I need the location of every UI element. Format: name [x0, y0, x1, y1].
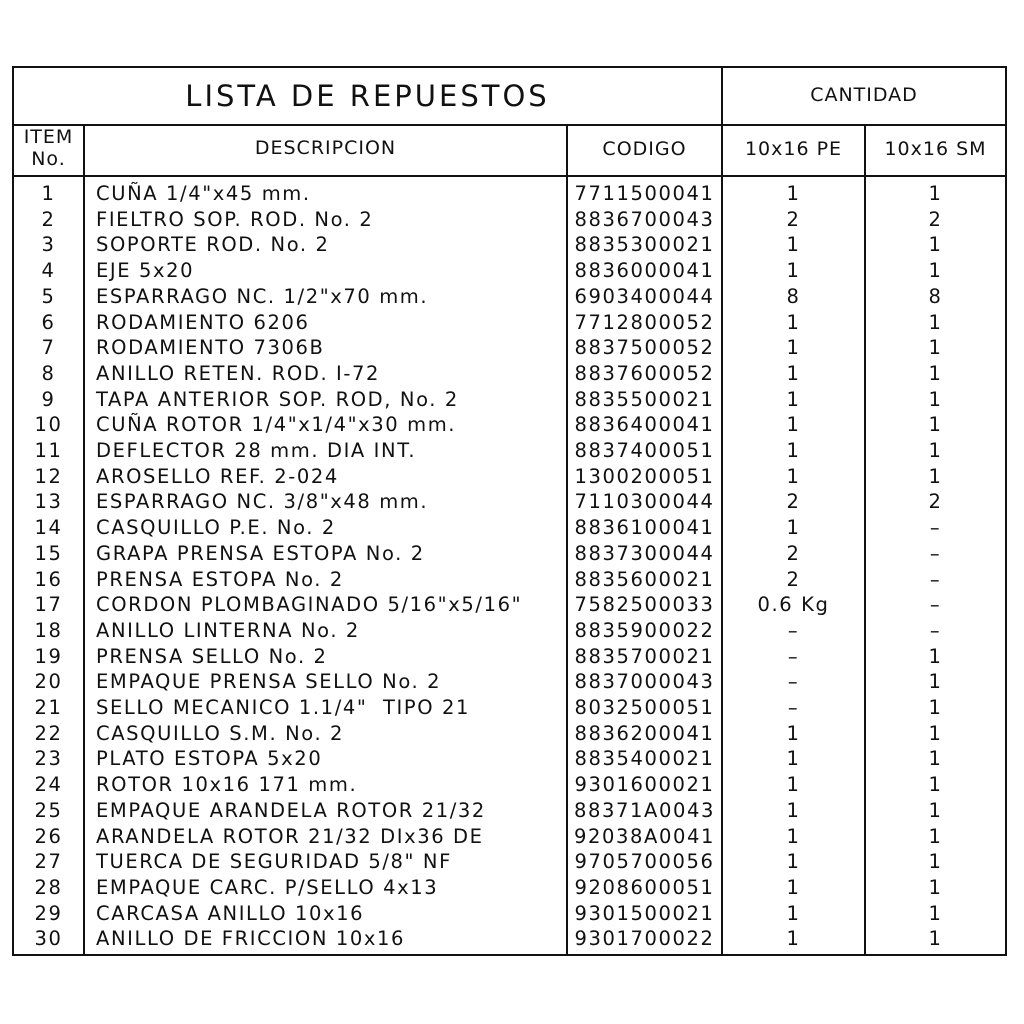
qty-pe: 1 [786, 850, 801, 874]
item-code: 1300200051 [574, 464, 715, 488]
qty-pe: 8 [786, 284, 801, 308]
qty-sm: 1 [928, 773, 943, 797]
qty-pe: 1 [786, 464, 801, 488]
item-number: 9 [41, 387, 56, 411]
item-description: EMPAQUE CARC. P/SELLO 4x13 [96, 875, 439, 899]
item-number: 29 [34, 901, 63, 925]
item-number: 16 [34, 567, 63, 591]
table-row [14, 875, 1009, 901]
item-number: 17 [34, 593, 63, 617]
item-header-line1: ITEM [23, 126, 74, 148]
item-number: 3 [41, 233, 56, 257]
item-number: 21 [34, 696, 63, 719]
qty-sm: 1 [928, 901, 943, 925]
item-number: 19 [34, 644, 63, 668]
item-description: EJE 5x20 [96, 259, 195, 283]
qty-pe: 1 [786, 259, 801, 283]
qty-sm: 1 [928, 259, 943, 283]
item-description: PLATO ESTOPA 5x20 [96, 747, 323, 771]
item-code: 8835400021 [574, 747, 715, 771]
table-row [14, 746, 1009, 772]
parts-list-table [12, 66, 1007, 956]
table-row [14, 258, 1009, 284]
item-code: 9208600051 [574, 875, 715, 899]
item-number: 8 [41, 361, 56, 385]
item-code: 8837400051 [574, 439, 715, 462]
table-row [14, 824, 1009, 850]
qty-sm: 1 [928, 361, 943, 385]
item-description: ESPARRAGO NC. 3/8"x48 mm. [96, 490, 429, 514]
table-row [14, 310, 1009, 336]
item-description: GRAPA PRENSA ESTOPA No. 2 [96, 541, 425, 565]
table-row [14, 232, 1009, 258]
item-code: 8836100041 [574, 516, 715, 540]
item-description: AROSELLO REF. 2-024 [96, 464, 339, 488]
qty-pe: 1 [786, 439, 801, 462]
item-description: SELLO MECANICO 1.1/4" TIPO 21 [96, 696, 471, 719]
qty-pe: 1 [786, 233, 801, 257]
qty-sm: 1 [928, 439, 943, 462]
item-number: 18 [34, 618, 63, 642]
item-code: 9705700056 [574, 850, 715, 874]
qty-sm: 1 [928, 850, 943, 874]
qty-sm: 1 [928, 413, 943, 437]
item-code: 7711500041 [574, 182, 715, 205]
qty-sm: 2 [928, 490, 943, 514]
qty-sm: 1 [928, 464, 943, 488]
qty-pe: 1 [786, 824, 801, 848]
item-code: 8837500052 [574, 336, 715, 360]
item-code: 8836700043 [574, 207, 715, 231]
qty-sm: 8 [928, 284, 943, 308]
item-description: RODAMIENTO 7306B [96, 336, 325, 360]
qty-pe: 1 [786, 721, 801, 745]
qty-pe: 1 [786, 747, 801, 771]
qty-pe: 2 [786, 567, 801, 591]
qty-pe: 1 [786, 773, 801, 797]
item-number: 26 [34, 824, 63, 848]
qty-sm: – [929, 516, 942, 540]
item-description: CUÑA 1/4"x45 mm. [96, 182, 311, 205]
qty-pe: 1 [786, 901, 801, 925]
title-divider [14, 124, 1005, 126]
qty-sm: 1 [928, 721, 943, 745]
cantidad-header: CANTIDAD [810, 84, 918, 106]
qty-pe: 1 [786, 387, 801, 411]
item-number: 6 [41, 310, 56, 334]
item-code: 8836400041 [574, 413, 715, 437]
qty-sm: – [929, 567, 942, 591]
table-row [14, 464, 1009, 490]
item-number: 20 [34, 670, 63, 694]
header-divider [14, 175, 1005, 177]
qty-pe: 2 [786, 541, 801, 565]
table-row [14, 489, 1009, 515]
item-number: 13 [34, 490, 63, 514]
item-code: 9301600021 [574, 773, 715, 797]
qty-sm: – [929, 541, 942, 565]
item-description: CORDON PLOMBAGINADO 5/16"x5/16" [96, 593, 523, 617]
qty-sm: 2 [928, 207, 943, 231]
item-number: 15 [34, 541, 63, 565]
table-row [14, 669, 1009, 695]
item-number: 23 [34, 747, 63, 771]
item-code: 8835300021 [574, 233, 715, 257]
item-description: FIELTRO SOP. ROD. No. 2 [96, 207, 374, 231]
item-description: CASQUILLO S.M. No. 2 [96, 721, 345, 745]
item-code: 7110300044 [574, 490, 715, 514]
table-row [14, 284, 1009, 310]
qty-pe: 1 [786, 516, 801, 540]
table-row [14, 181, 1009, 207]
table-row [14, 335, 1009, 361]
item-description: ANILLO LINTERNA No. 2 [96, 618, 360, 642]
qty-pe: 2 [786, 207, 801, 231]
qty-pe: 1 [786, 413, 801, 437]
qty-sm: 1 [928, 233, 943, 257]
qty-sm: 1 [928, 182, 943, 205]
item-code: 8835900022 [574, 618, 715, 642]
qty-sm: 1 [928, 310, 943, 334]
item-description: TAPA ANTERIOR SOP. ROD, No. 2 [96, 387, 459, 411]
qty-sm: – [929, 618, 942, 642]
item-number: 10 [34, 413, 63, 437]
item-number: 30 [34, 927, 63, 951]
item-description: CARCASA ANILLO 10x16 [96, 901, 365, 925]
item-number: 22 [34, 721, 63, 745]
table-row [14, 901, 1009, 927]
item-number: 1 [41, 182, 56, 205]
item-number: 5 [41, 284, 56, 308]
item-description: TUERCA DE SEGURIDAD 5/8" NF [96, 850, 452, 874]
qty-pe: 1 [786, 798, 801, 822]
table-row [14, 387, 1009, 413]
item-code: 9301500021 [574, 901, 715, 925]
item-code: 92038A0041 [574, 824, 715, 848]
item-number: 14 [34, 516, 63, 540]
qty-sm: 1 [928, 670, 943, 694]
item-number: 2 [41, 207, 56, 231]
qty-sm: 1 [928, 927, 943, 951]
item-number: 24 [34, 773, 63, 797]
item-number: 11 [34, 439, 63, 462]
qty-pe: 1 [786, 927, 801, 951]
item-description: EMPAQUE PRENSA SELLO No. 2 [96, 670, 442, 694]
qty-sm: 1 [928, 336, 943, 360]
qty-sm: 1 [928, 644, 943, 668]
item-description: CASQUILLO P.E. No. 2 [96, 516, 336, 540]
table-row [14, 926, 1009, 952]
item-number: 28 [34, 875, 63, 899]
item-description: ANILLO DE FRICCION 10x16 [96, 927, 405, 951]
item-description: PRENSA SELLO No. 2 [96, 644, 328, 668]
qty-pe: 1 [786, 361, 801, 385]
item-description: EMPAQUE ARANDELA ROTOR 21/32 [96, 798, 486, 822]
qty-pe: 2 [786, 490, 801, 514]
table-row [14, 412, 1009, 438]
sm-header: 10x16 SM [884, 138, 987, 160]
item-description: ROTOR 10x16 171 mm. [96, 773, 358, 797]
item-description: CUÑA ROTOR 1/4"x1/4"x30 mm. [96, 413, 457, 437]
item-code: 7582500033 [574, 593, 715, 617]
item-description: DEFLECTOR 28 mm. DIA INT. [96, 439, 417, 462]
qty-pe: – [787, 670, 800, 694]
item-code: 8032500051 [574, 696, 715, 719]
item-code: 88371A0043 [574, 798, 715, 822]
qty-pe: 1 [786, 336, 801, 360]
table-row [14, 361, 1009, 387]
item-description: ARANDELA ROTOR 21/32 DIx36 DE [96, 824, 484, 848]
codigo-header: CODIGO [602, 138, 687, 160]
qty-sm: 1 [928, 696, 943, 719]
item-header-line2: No. [31, 148, 66, 170]
item-number: 25 [34, 798, 63, 822]
item-description: ESPARRAGO NC. 1/2"x70 mm. [96, 284, 429, 308]
item-description: SOPORTE ROD. No. 2 [96, 233, 330, 257]
qty-pe: 1 [786, 310, 801, 334]
table-row [14, 849, 1009, 875]
qty-pe: 0.6 Kg [757, 593, 830, 617]
qty-sm: 1 [928, 747, 943, 771]
item-code: 8837600052 [574, 361, 715, 385]
qty-sm: – [929, 593, 942, 617]
table-title: LISTA DE REPUESTOS [185, 79, 550, 113]
item-number: 4 [41, 259, 56, 283]
table-row [14, 567, 1009, 593]
item-code: 6903400044 [574, 284, 715, 308]
qty-pe: – [787, 618, 800, 642]
item-number: 12 [34, 464, 63, 488]
qty-sm: 1 [928, 824, 943, 848]
table-row [14, 772, 1009, 798]
item-description: ANILLO RETEN. ROD. I-72 [96, 361, 381, 385]
item-code: 8835600021 [574, 567, 715, 591]
item-number: 27 [34, 850, 63, 874]
table-row [14, 644, 1009, 670]
table-row [14, 798, 1009, 824]
table-row [14, 438, 1009, 464]
item-code: 8835700021 [574, 644, 715, 668]
qty-sm: 1 [928, 387, 943, 411]
table-row [14, 721, 1009, 747]
table-row [14, 207, 1009, 233]
item-code: 8837300044 [574, 541, 715, 565]
table-row [14, 695, 1009, 721]
qty-pe: 1 [786, 875, 801, 899]
table-row [14, 618, 1009, 644]
item-code: 9301700022 [574, 927, 715, 951]
qty-pe: – [787, 644, 800, 668]
item-number: 7 [41, 336, 56, 360]
table-row [14, 541, 1009, 567]
item-description: PRENSA ESTOPA No. 2 [96, 567, 344, 591]
qty-pe: – [787, 696, 800, 719]
qty-sm: 1 [928, 875, 943, 899]
item-description: RODAMIENTO 6206 [96, 310, 310, 334]
table-row [14, 592, 1009, 618]
qty-pe: 1 [786, 182, 801, 205]
item-code: 8837000043 [574, 670, 715, 694]
descripcion-header: DESCRIPCION [254, 137, 397, 159]
pe-header: 10x16 PE [744, 138, 843, 160]
item-code: 8835500021 [574, 387, 715, 411]
item-code: 7712800052 [574, 310, 715, 334]
item-code: 8836000041 [574, 259, 715, 283]
qty-sm: 1 [928, 798, 943, 822]
table-row [14, 515, 1009, 541]
item-code: 8836200041 [574, 721, 715, 745]
